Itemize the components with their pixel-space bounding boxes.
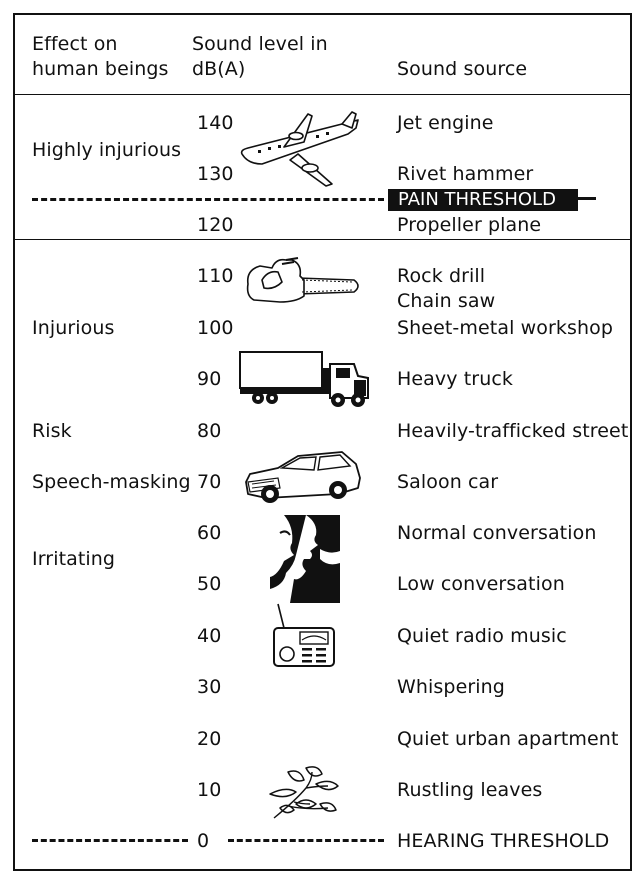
effect-irritating: Irritating (32, 548, 116, 570)
source-saloon-car: Saloon car (397, 471, 499, 493)
source-normal-conversation: Normal conversation (397, 522, 597, 544)
level-60: 60 (197, 522, 222, 544)
source-quiet-radio-music: Quiet radio music (397, 625, 567, 647)
level-0: 0 (197, 830, 210, 852)
leaves-icon (266, 764, 342, 820)
source-rivet-hammer: Rivet hammer (397, 163, 534, 185)
header-level-line1: Sound level in (192, 33, 328, 55)
pain-threshold-line (32, 198, 384, 201)
effect-speech-masking: Speech-masking (32, 471, 191, 493)
pain-threshold-label: PAIN THRESHOLD (388, 189, 578, 211)
airplane-icon (238, 112, 364, 188)
source-quiet-urban-apartment: Quiet urban apartment (397, 728, 619, 750)
source-rustling-leaves: Rustling leaves (397, 779, 543, 801)
faces-icon (270, 515, 340, 603)
level-40: 40 (197, 625, 222, 647)
level-80: 80 (197, 420, 222, 442)
chainsaw-icon (242, 256, 364, 306)
hearing-threshold-line-left (32, 839, 188, 842)
source-jet-engine: Jet engine (397, 112, 494, 134)
effect-highly-injurious: Highly injurious (32, 139, 182, 161)
source-sheet-metal-workshop: Sheet-metal workshop (397, 317, 614, 339)
source-chain-saw: Chain saw (397, 290, 496, 312)
level-140: 140 (197, 112, 234, 134)
hearing-threshold-label: HEARING THRESHOLD (397, 830, 610, 852)
level-20: 20 (197, 728, 222, 750)
header-source: Sound source (397, 58, 528, 80)
level-30: 30 (197, 676, 222, 698)
pain-threshold-line-end (578, 197, 596, 200)
hearing-threshold-line-right (228, 839, 384, 842)
level-120: 120 (197, 214, 234, 236)
level-10: 10 (197, 779, 222, 801)
header-effect-line2: human beings (32, 58, 169, 80)
level-130: 130 (197, 163, 234, 185)
source-rock-drill: Rock drill (397, 265, 486, 287)
header-divider (13, 94, 632, 95)
section-divider (13, 239, 632, 240)
header-effect-line1: Effect on (32, 33, 118, 55)
source-heavily-trafficked-street: Heavily-trafficked street (397, 420, 629, 442)
level-110: 110 (197, 265, 234, 287)
source-heavy-truck: Heavy truck (397, 368, 513, 390)
source-whispering: Whispering (397, 676, 505, 698)
truck-icon (238, 350, 372, 410)
radio-icon (270, 604, 336, 668)
header-level-line2: dB(A) (192, 58, 246, 80)
level-90: 90 (197, 368, 222, 390)
level-50: 50 (197, 573, 222, 595)
level-100: 100 (197, 317, 234, 339)
source-propeller-plane: Propeller plane (397, 214, 542, 236)
level-70: 70 (197, 471, 222, 493)
source-low-conversation: Low conversation (397, 573, 565, 595)
effect-injurious: Injurious (32, 317, 115, 339)
car-icon (242, 448, 364, 508)
effect-risk: Risk (32, 420, 72, 442)
